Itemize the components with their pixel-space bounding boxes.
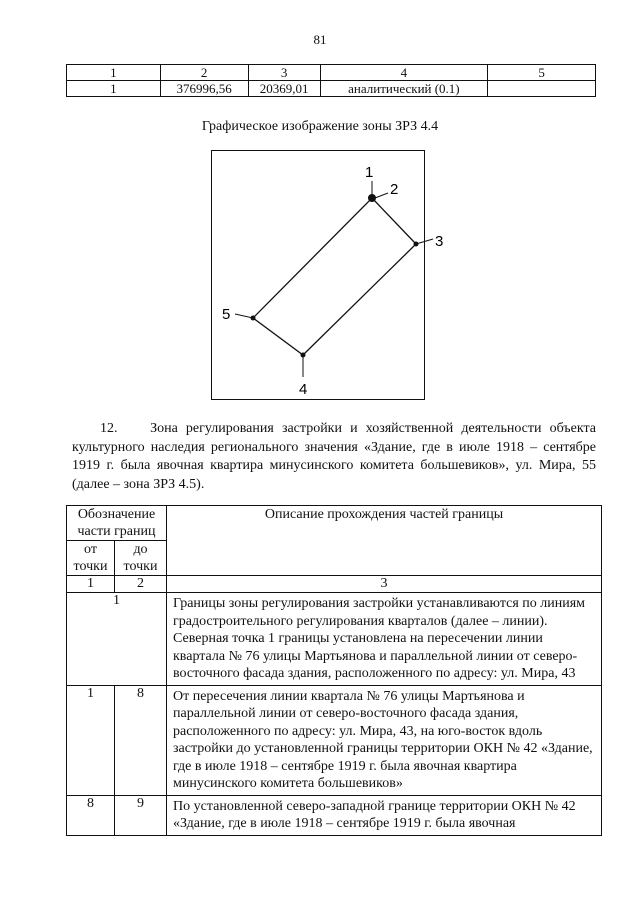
table-cell: 8: [115, 685, 167, 795]
point-label: 3: [435, 233, 444, 250]
table-cell: 1: [67, 65, 161, 81]
table-cell: 1: [67, 81, 161, 97]
table-cell: 1: [67, 593, 167, 686]
boundary-table: [66, 505, 602, 836]
point-label: 4: [299, 381, 308, 398]
table-cell: 5: [488, 65, 596, 81]
from-point-header: от точки: [67, 541, 115, 576]
table-cell: аналитический (0.1): [320, 81, 488, 97]
leader-line: [375, 193, 388, 198]
point-marker: [301, 353, 306, 358]
table-cell: 3: [167, 576, 602, 593]
table-number-row: [67, 576, 602, 593]
table-row: [67, 795, 602, 835]
point-marker: [251, 316, 256, 321]
table-cell: 9: [115, 795, 167, 835]
to-point-header: до точки: [115, 541, 167, 576]
table-cell: 4: [320, 65, 488, 81]
point-label: 5: [222, 306, 231, 323]
table-row: [67, 593, 602, 686]
table-cell: 2: [115, 576, 167, 593]
table-cell: 1: [67, 576, 115, 593]
paragraph-text: Зона регулирования застройки и хозяйственной деятельности объекта культурного наследия регионального значения «Здание, где в июле 1918 – сентябре 1919 г. была явочная квартира минусинского комитета большевиков», ул. Мира, 55 (далее – зона ЗРЗ 4.5).: [72, 421, 596, 492]
point-label: 2: [390, 181, 399, 198]
figure-caption: Графическое изображение зоны ЗРЗ 4.4: [201, 119, 439, 134]
zone-boundary: [253, 198, 416, 355]
description-header: Описание прохождения частей границы: [167, 506, 602, 576]
table-cell: От пересечения линии квартала № 76 улицы Мартьянова и параллельной линии от северо-восточного фасада здания, расположенного по адресу: ул. Мира, 43, на юго-восток вдоль застройки до установленной границы территории ОКН № 42 «Здание, где в июле 1918 – сентябре 1919 г. была явочная квартира минусинского комитета большевиков»: [167, 685, 602, 795]
point-label: 1: [365, 164, 374, 181]
leader-line: [416, 239, 433, 244]
table-row: [67, 685, 602, 795]
table-cell: 3: [248, 65, 320, 81]
point-marker: [368, 194, 376, 202]
paragraph-number: 12.: [100, 421, 118, 436]
table-cell: 1: [67, 685, 115, 795]
page-number: 81: [313, 32, 327, 47]
zone-paragraph: [72, 420, 596, 494]
table-header-row: [67, 506, 602, 541]
table-cell: По установленной северо-западной границе территории ОКН № 42 «Здание, где в июле 1918 – сентябре 1919 г. была явочная: [167, 795, 602, 835]
point-marker: [414, 242, 419, 247]
table-cell: 2: [160, 65, 248, 81]
table-cell: 20369,01: [248, 81, 320, 97]
designation-header: Обозначение части границ: [67, 506, 167, 541]
table-cell: Границы зоны регулирования застройки устанавливаются по линиям градостроительного регулирования кварталов (далее – линии). Северная точка 1 границы установлена на пересечении линии квартала № 76 улицы Мартьянова и параллельной линии от северо-восточного фасада здания, расположенного по адресу: ул. Мира, 43: [167, 593, 602, 686]
table-cell: 8: [67, 795, 115, 835]
leader-line: [235, 314, 253, 318]
zone-diagram: [211, 150, 444, 400]
table-cell: 376996,56: [160, 81, 248, 97]
